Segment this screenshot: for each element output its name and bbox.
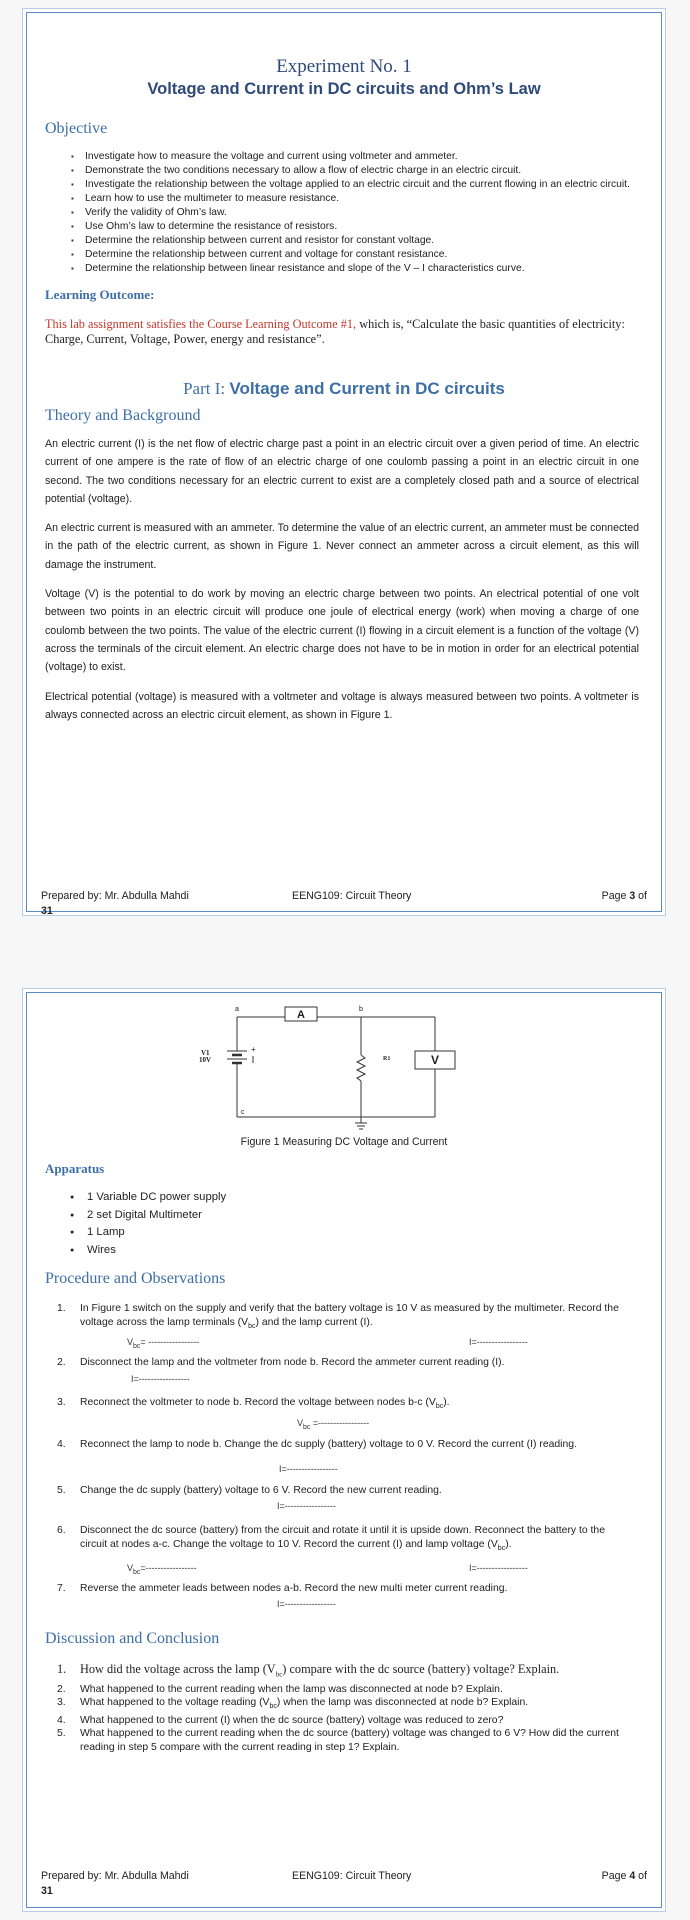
paragraph: Voltage (V) is the potential to do work by moving an electric charge between two points. An electrical potential of one volt between two points in an electric circuit will produce one joule of electrical energy (work) when moving a charge of one coulomb between the two points. The value of the electric current (I) flowing in a circuit element is a function of the voltage (V) across the terminals of the circuit element. An electric charge does not have to be in motion in order for an electrical potential (voltage) to exist. — [45, 588, 639, 674]
list-item: ▪ Demonstrate the two conditions necessary to allow a flow of electric charge in an electric circuit. — [85, 164, 643, 178]
list-item: ▪ Investigate the relationship between the voltage applied to an electric circuit and the current flowing in an electric circuit. — [85, 178, 643, 192]
answer-blank[interactable]: $V_{bc}=$ ----------------- — [127, 1337, 200, 1350]
list-item: ● 2 set Digital Multimeter — [87, 1207, 643, 1225]
list-item: 3. Reconnect the voltmeter to node b. Record the voltage between nodes b-c $(V_{bc})$. — [57, 1397, 450, 1411]
resistor-label: R1 — [383, 1056, 391, 1062]
list-item: 4. What happened to the current (I) when the dc source (battery) voltage was reduced to zero? — [57, 1714, 504, 1726]
paragraph: An electric current is measured with an ammeter. To determine the value of an electric current, an ammeter must be connected in the path of the electric current, as shown in Figure 1. Never connect an ammeter across a circuit element, as this will damage the instrument. — [45, 522, 639, 571]
list-item: ● 1 Variable DC power supply — [87, 1189, 643, 1207]
procedure-list — [45, 1396, 643, 1414]
footer-page: Page 4 of — [601, 1870, 647, 1882]
list-item: ▪ Determine the relationship between linear resistance and slope of the V – I characteristics curve. — [85, 262, 643, 276]
list-item: ▪ Investigate how to measure the voltage and current using voltmeter and ammeter. — [85, 150, 643, 164]
answer-blank-row — [45, 1452, 643, 1480]
answer-blank[interactable]: I=----------------- — [469, 1337, 528, 1348]
procedure-list — [45, 1582, 643, 1596]
apparatus-heading: Apparatus — [45, 1161, 105, 1176]
answer-blank[interactable]: $V_{bc}$ =----------------- — [297, 1418, 370, 1431]
list-item: 1. In Figure 1 switch on the supply and verify that the battery voltage is 10 V as measured by the multimeter. Record the voltage across the lamp terminals $(V_{bc})$ and the lamp current (I). — [57, 1303, 619, 1331]
theory-body — [45, 435, 643, 724]
list-item: 2. What happened to the current reading when the lamp was disconnected at node b? Explain. — [57, 1683, 503, 1695]
discussion-list — [45, 1662, 643, 1754]
answer-blank[interactable]: I=----------------- — [277, 1501, 336, 1512]
list-item: 4. Reconnect the lamp to node b. Change the dc supply (battery) voltage to 0 V. Record the current (I) reading. — [57, 1439, 577, 1451]
footer-course: EENG109: Circuit Theory — [292, 890, 412, 902]
list-item: 6. Disconnect the dc source (battery) from the circuit and rotate it until it is upside down. Reconnect the battery to the circuit at nodes a-c. Change the voltage to 10 V. Record the current (I) and lamp voltage $(V_{bc})$. — [57, 1525, 605, 1553]
part-title — [45, 379, 643, 399]
procedure-list — [45, 1438, 643, 1452]
answer-blank-row — [45, 1498, 643, 1518]
answer-blank-row — [45, 1334, 643, 1354]
learning-outcome-text — [45, 317, 643, 347]
plus-sign: + — [251, 1045, 256, 1054]
part-prefix: Part I: — [183, 379, 230, 398]
figure-caption: Figure 1 Measuring DC Voltage and Current — [240, 1136, 448, 1148]
list-item: ▪ Learn how to use the multimeter to measure resistance. — [85, 192, 643, 206]
list-item: ▪ Use Ohm’s law to determine the resistance of resistors. — [85, 220, 643, 234]
procedure-list — [45, 1484, 643, 1498]
footer-total: 31 — [41, 905, 53, 917]
procedure-list — [45, 1302, 643, 1334]
procedure-heading: Procedure and Observations — [45, 1270, 226, 1287]
experiment-subtitle: Voltage and Current in DC circuits and Ohm’s Law — [147, 80, 541, 98]
paragraph: Electrical potential (voltage) is measured with a voltmeter and voltage is always measured between two points. A voltmeter is always connected across an electric circuit element, as shown in Figure 1. — [45, 690, 639, 721]
answer-blank[interactable]: I=----------------- — [469, 1563, 528, 1574]
list-item: ▪ Determine the relationship between current and voltage for constant resistance. — [85, 248, 643, 262]
node-c-label: c — [241, 1109, 245, 1116]
theory-heading: Theory and Background — [45, 407, 201, 424]
source-name: V1 — [201, 1049, 210, 1057]
footer-author: Prepared by: Mr. Abdulla Mahdi — [41, 1870, 189, 1882]
answer-blank[interactable]: I=----------------- — [131, 1374, 190, 1385]
answer-blank[interactable]: I=----------------- — [277, 1599, 336, 1610]
list-item: ● 1 Lamp — [87, 1224, 643, 1242]
list-item: 5. What happened to the current reading when the dc source (battery) voltage was changed to 6 V? How did the current reading in step 5 compare with the current reading in step 1? Explain. — [57, 1728, 619, 1753]
objective-heading: Objective — [45, 120, 108, 137]
source-value: 10V — [199, 1056, 212, 1064]
learning-outcome-rest: which is, “Calculate the basic quantities of electricity: Charge, Current, Voltage, Power, energy and resistance”. — [45, 317, 625, 346]
list-item: ▪ Verify the validity of Ohm’s law. — [85, 206, 643, 220]
list-item: ● Wires — [87, 1242, 643, 1260]
voltmeter-label: V — [430, 1053, 440, 1067]
answer-blank-row — [45, 1370, 643, 1390]
footer-course: EENG109: Circuit Theory — [292, 1870, 412, 1882]
document-page-3 — [26, 12, 662, 917]
answer-blank-row — [45, 1556, 643, 1580]
list-item: 5. Change the dc supply (battery) voltage to 6 V. Record the new current reading. — [57, 1485, 442, 1497]
list-item: 1. How did the voltage across the lamp $(V_{bc})$ compare with the dc source (battery) voltage? Explain. — [57, 1662, 560, 1679]
objectives-list — [45, 150, 643, 276]
footer-total: 31 — [41, 1885, 53, 1897]
footer-page: Page 3 of — [601, 890, 647, 902]
list-item: 7. Reverse the ammeter leads between nodes a-b. Record the new multi meter current reading. — [57, 1583, 508, 1595]
footer-author: Prepared by: Mr. Abdulla Mahdi — [41, 890, 189, 902]
document-page-4 — [26, 992, 662, 1908]
answer-blank[interactable]: I=----------------- — [279, 1464, 338, 1475]
learning-outcome-red: This lab assignment satisfies the Course Learning Outcome #1, — [45, 317, 357, 331]
answer-blank-row — [45, 1596, 643, 1616]
discussion-heading: Discussion and Conclusion — [45, 1630, 220, 1648]
experiment-title: Experiment No. 1 — [276, 56, 412, 77]
part-bold: Voltage and Current in DC circuits — [229, 379, 505, 398]
procedure-list — [45, 1524, 643, 1556]
node-b-label: b — [359, 1006, 363, 1013]
procedure-list — [45, 1356, 643, 1370]
ammeter-label: A — [297, 1009, 305, 1021]
learning-outcome-heading: Learning Outcome: — [45, 287, 155, 302]
list-item: 3. What happened to the voltage reading $(V_{bc})$ when the lamp was disconnected at node b? Explain. — [57, 1697, 529, 1711]
list-item: ▪ Determine the relationship between current and resistor for constant voltage. — [85, 234, 643, 248]
answer-blank[interactable]: $V_{bc}=-----------------$ — [127, 1563, 197, 1577]
node-a-label: a — [235, 1006, 239, 1013]
list-item: 2. Disconnect the lamp and the voltmeter from node b. Record the ammeter current reading (I). — [57, 1357, 505, 1369]
answer-blank-row — [45, 1414, 643, 1434]
apparatus-list — [45, 1189, 643, 1259]
paragraph: An electric current (I) is the net flow of electric charge past a point in an electric circuit over a given period of time. An electric current of one ampere is the rate of flow of an electric charge of one coulomb passing a point in an electric circuit in one second. The two conditions necessary for an electric current to exist are a completely closed path and a source of electrical potential (voltage). — [45, 438, 639, 505]
circuit-diagram — [27, 993, 663, 1138]
